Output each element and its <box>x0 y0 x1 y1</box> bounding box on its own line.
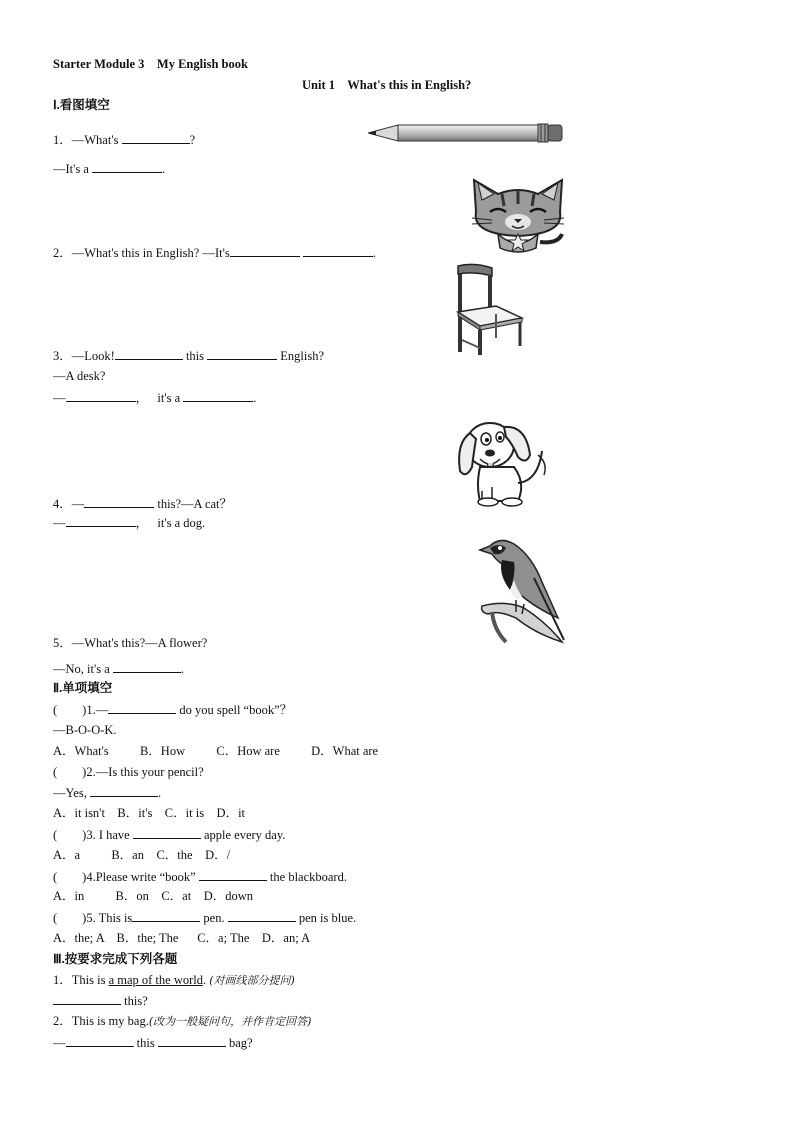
task-q1-line: this? <box>53 992 148 1009</box>
mc-q2-answer: —Yes, . <box>53 786 162 800</box>
mc-q5-options: A．the; A B．the; The C．a; The D．an; A <box>53 931 311 945</box>
q3-line-a: 3．—Look! this English? <box>53 349 324 363</box>
task-q2-line: — this bag? <box>53 1036 253 1050</box>
q4-line-a: 4．— this?—A cat？ <box>53 497 233 511</box>
unit-title: Unit 1 What's this in English? <box>302 78 472 92</box>
answer-blank[interactable] <box>90 784 158 797</box>
task-q1: 1．This is a map of the world. (对画线部分提问) <box>53 973 295 987</box>
section2-title: Ⅱ.单项填空 <box>53 681 113 695</box>
instruction-hint: (对画线部分提问) <box>209 974 295 987</box>
answer-blank[interactable] <box>92 160 162 173</box>
mc-q1-options: A．What's B．How C．How are D．What are <box>53 744 379 758</box>
pencil-image <box>368 122 566 144</box>
answer-blank[interactable] <box>183 389 253 402</box>
answer-blank[interactable] <box>230 244 300 257</box>
mc-q3: ( )3. I have apple every day. <box>53 828 286 842</box>
answer-blank[interactable] <box>133 826 201 839</box>
underlined-phrase: a map of the world <box>108 973 203 987</box>
mc-q5: ( )5. This is pen. pen is blue. <box>53 911 357 925</box>
answer-blank[interactable] <box>66 389 136 402</box>
answer-blank[interactable] <box>108 701 176 714</box>
mc-q1: ( )1.— do you spell “book”？ <box>53 703 293 717</box>
q5-line-b: —No, it's a . <box>53 662 185 676</box>
answer-blank[interactable] <box>66 514 136 527</box>
chair-image <box>452 262 524 356</box>
task-q2: 2．This is my bag.(改为一般疑问句，并作肯定回答) <box>53 1014 312 1028</box>
answer-blank[interactable] <box>122 131 190 144</box>
mc-q3-options: A．a B．an C．the D．/ <box>53 848 231 862</box>
answer-blank[interactable] <box>113 660 181 673</box>
answer-blank[interactable] <box>66 1034 134 1047</box>
q4-line-b: — ， it's a dog. <box>53 516 206 530</box>
module-title: Starter Module 3 My English book <box>53 57 248 71</box>
answer-blank[interactable] <box>84 495 154 508</box>
answer-blank[interactable] <box>158 1034 226 1047</box>
q1-line-b: —It's a . <box>53 162 166 176</box>
answer-blank[interactable] <box>53 992 121 1005</box>
mc-q1-answer: —B-O-O-K. <box>53 723 117 737</box>
mc-q2-options: A．it isn't B．it's C．it is D．it <box>53 806 246 820</box>
cat-image <box>462 172 574 256</box>
q2-line-a: 2．—What's this in English? —It's . <box>53 246 376 260</box>
answer-blank[interactable] <box>199 868 267 881</box>
answer-blank[interactable] <box>207 347 277 360</box>
mc-q2: ( )2.—Is this your pencil? <box>53 765 204 779</box>
section3-title: Ⅲ.按要求完成下列各题 <box>53 952 178 966</box>
bird-image <box>476 534 572 646</box>
dog-image <box>452 403 554 507</box>
instruction-hint: (改为一般疑问句，并作肯定回答) <box>148 1015 312 1028</box>
answer-blank[interactable] <box>115 347 183 360</box>
q1-line-a: 1．—What's ? <box>53 133 196 147</box>
answer-blank[interactable] <box>303 244 373 257</box>
mc-q4-options: A．in B．on C．at D．down <box>53 889 254 903</box>
answer-blank[interactable] <box>228 909 296 922</box>
answer-blank[interactable] <box>132 909 200 922</box>
mc-q4: ( )4.Please write “book” the blackboard. <box>53 870 347 884</box>
q3-line-c: — ， it's a . <box>53 391 257 405</box>
q3-line-b: —A desk? <box>53 369 106 383</box>
q5-line-a: 5．—What's this?—A flower? <box>53 636 208 650</box>
section1-title: Ⅰ.看图填空 <box>53 98 110 112</box>
